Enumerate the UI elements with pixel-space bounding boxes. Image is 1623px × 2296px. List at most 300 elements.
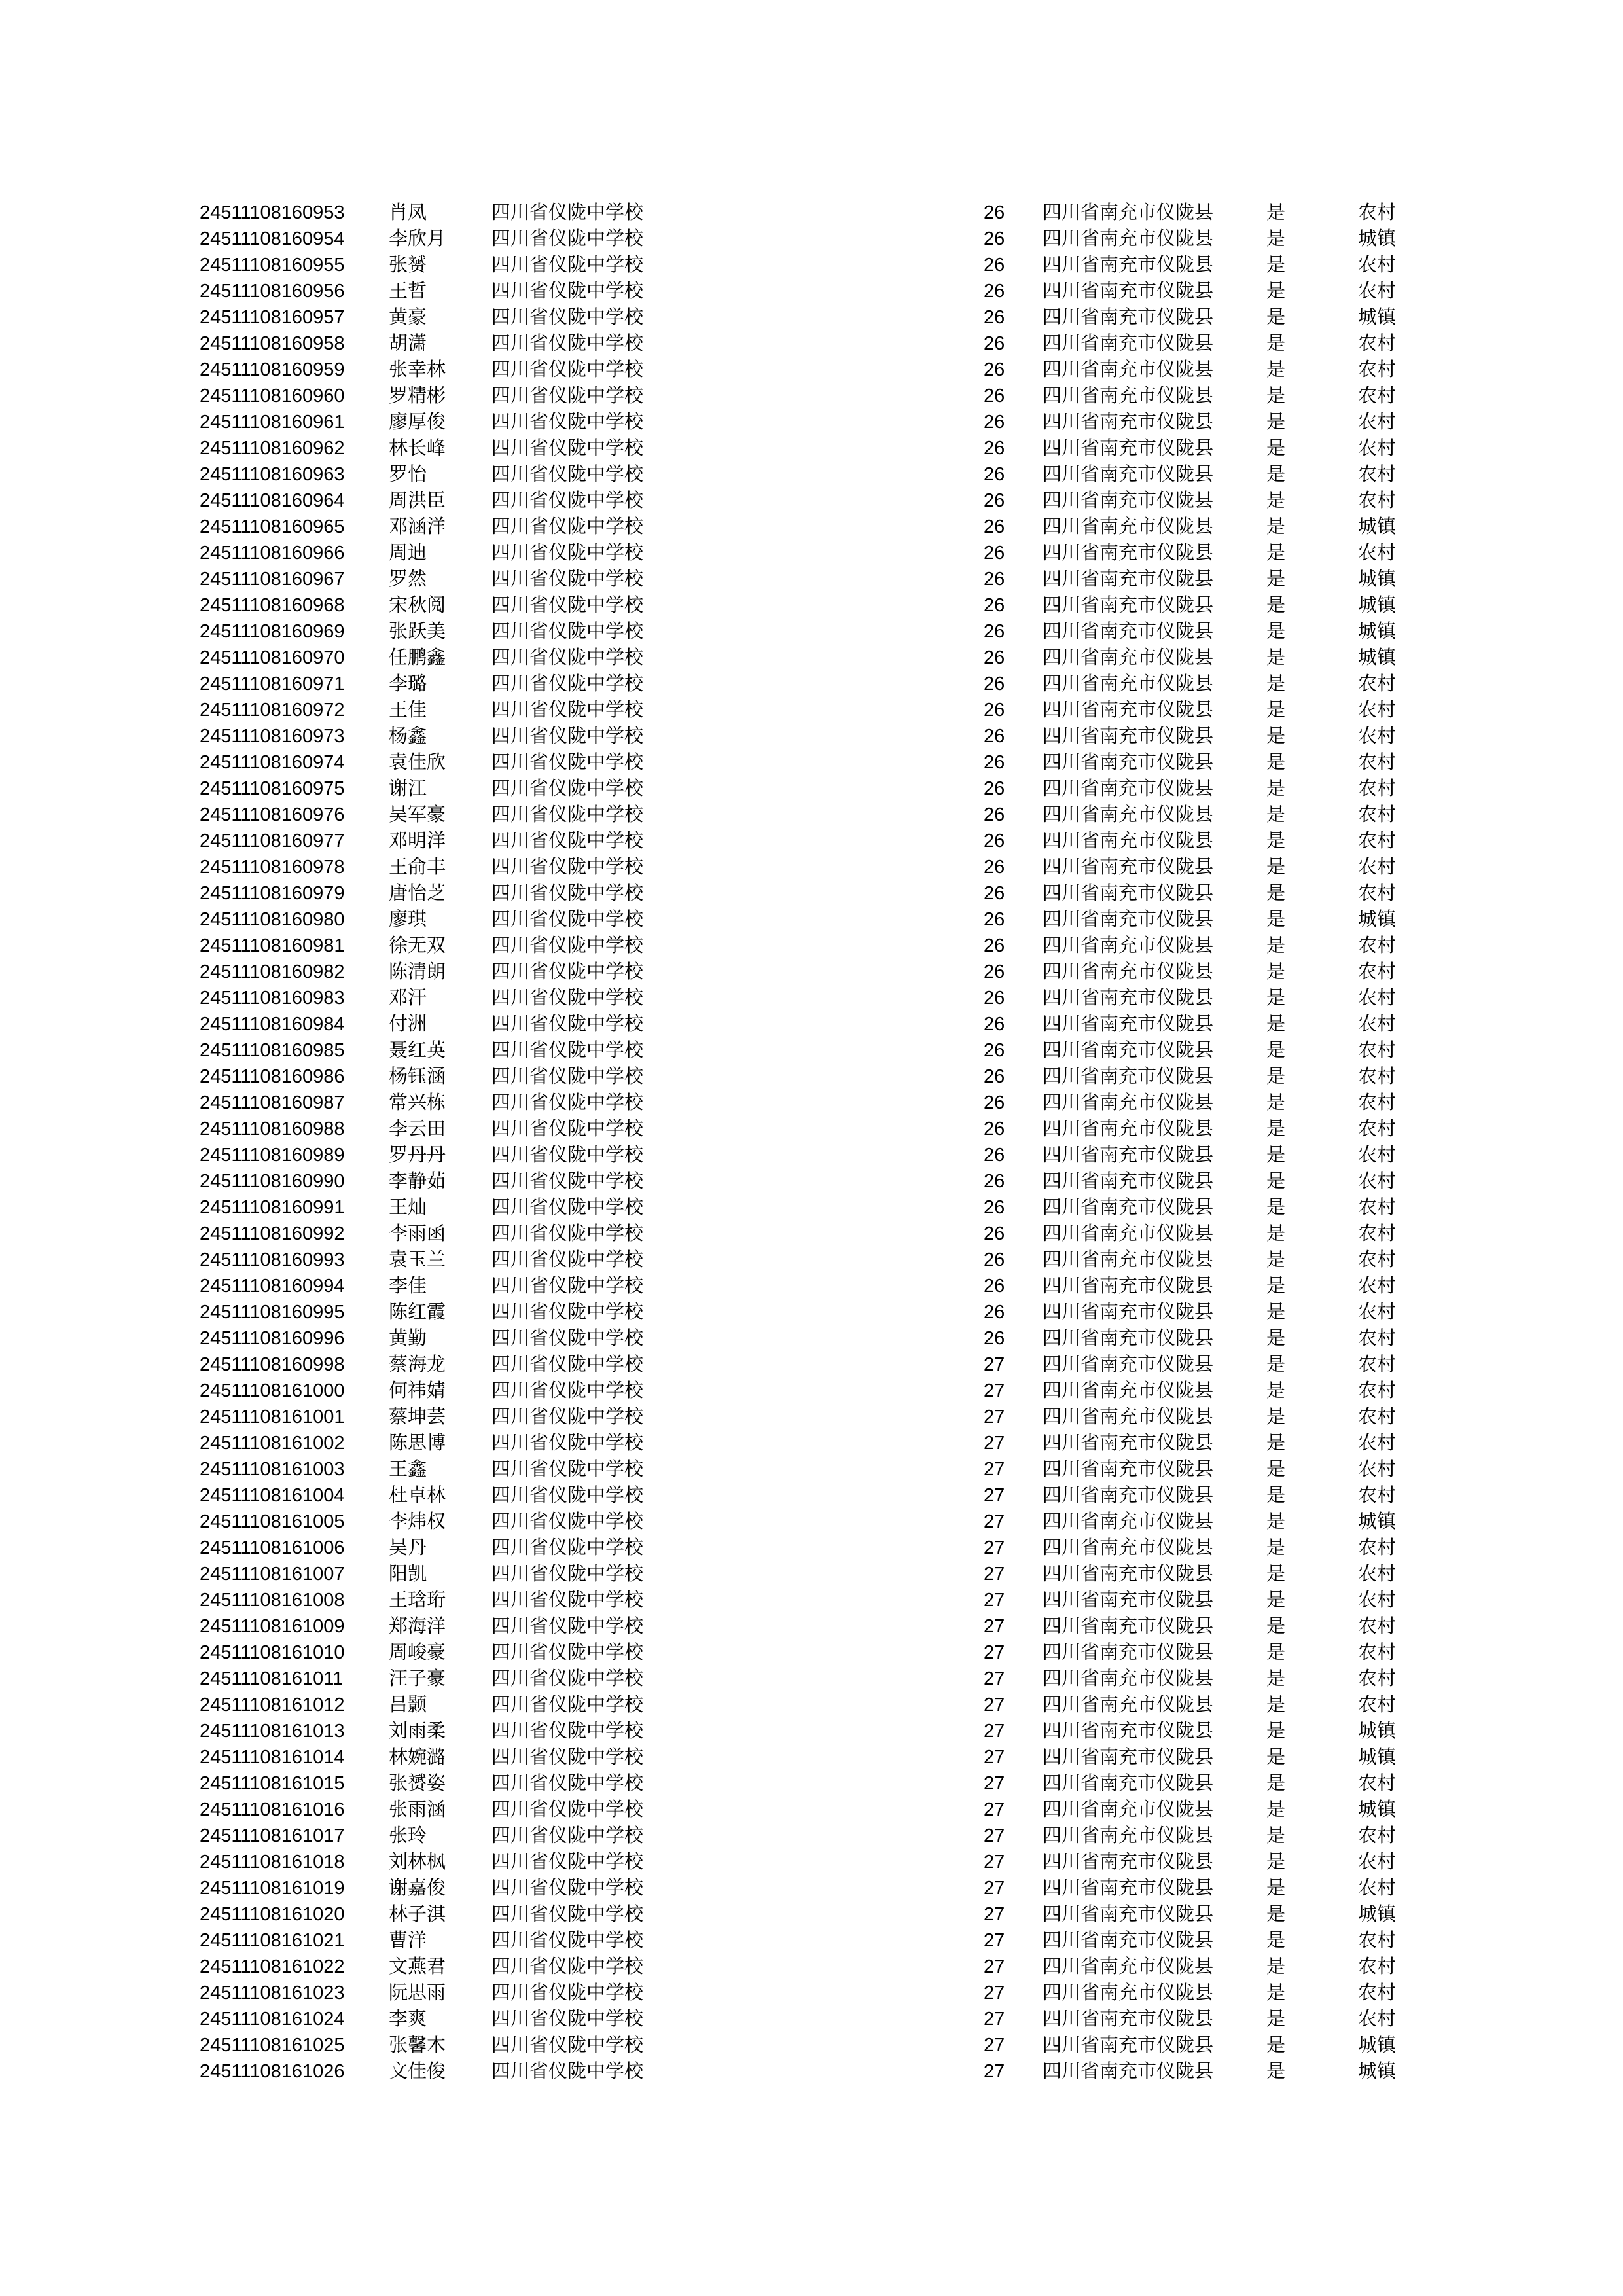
residence-type: 农村 [1358,778,1397,799]
residence-type: 城镇 [1358,1511,1397,1532]
group-number: 26 [984,1171,1005,1192]
group-number: 26 [984,255,1005,276]
student-id: 24511108161013 [200,1721,345,1742]
school-name: 四川省仪陇中学校 [491,2035,644,2056]
region: 四川省南充市仪陇县 [1043,621,1214,642]
region: 四川省南充市仪陇县 [1043,883,1214,904]
student-name: 陈思博 [389,1433,446,1454]
student-id: 24511108161019 [200,1878,345,1899]
group-number: 26 [984,831,1005,852]
student-id: 24511108160978 [200,857,345,878]
residence-type: 城镇 [1358,621,1397,642]
residence-type: 农村 [1358,1197,1397,1218]
eligibility-flag: 是 [1266,569,1286,590]
student-id: 24511108161006 [200,1537,345,1558]
student-id: 24511108161001 [200,1407,345,1427]
school-name: 四川省仪陇中学校 [491,857,644,878]
table-row [0,1770,1623,1797]
student-id: 24511108160972 [200,700,345,721]
table-row [0,2032,1623,2058]
group-number: 26 [984,726,1005,747]
school-name: 四川省仪陇中学校 [491,1485,644,1506]
student-name: 张幸林 [389,359,446,380]
residence-type: 农村 [1358,1956,1397,1977]
eligibility-flag: 是 [1266,883,1286,904]
residence-type: 农村 [1358,883,1397,904]
school-name: 四川省仪陇中学校 [491,1197,644,1218]
eligibility-flag: 是 [1266,1616,1286,1637]
group-number: 26 [984,857,1005,878]
eligibility-flag: 是 [1266,438,1286,459]
group-number: 27 [984,1825,1005,1846]
group-number: 26 [984,1249,1005,1270]
table-row [0,1142,1623,1168]
student-name: 周峻豪 [389,1642,446,1663]
student-name: 李欣月 [389,228,446,249]
school-name: 四川省仪陇中学校 [491,700,644,721]
region: 四川省南充市仪陇县 [1043,386,1214,406]
region: 四川省南充市仪陇县 [1043,516,1214,537]
residence-type: 农村 [1358,700,1397,721]
group-number: 27 [984,2009,1005,2030]
residence-type: 农村 [1358,1825,1397,1846]
region: 四川省南充市仪陇县 [1043,1119,1214,1139]
school-name: 四川省仪陇中学校 [491,333,644,354]
region: 四川省南充市仪陇县 [1043,804,1214,825]
school-name: 四川省仪陇中学校 [491,673,644,694]
residence-type: 城镇 [1358,595,1397,616]
school-name: 四川省仪陇中学校 [491,281,644,302]
school-name: 四川省仪陇中学校 [491,1930,644,1951]
group-number: 27 [984,1433,1005,1454]
school-name: 四川省仪陇中学校 [491,935,644,956]
region: 四川省南充市仪陇县 [1043,1354,1214,1375]
eligibility-flag: 是 [1266,1852,1286,1873]
student-id: 24511108160990 [200,1171,345,1192]
residence-type: 农村 [1358,1642,1397,1663]
student-name: 谢嘉俊 [389,1878,446,1899]
eligibility-flag: 是 [1266,281,1286,302]
residence-type: 农村 [1358,1590,1397,1611]
student-id: 24511108160964 [200,490,345,511]
school-name: 四川省仪陇中学校 [491,1773,644,1794]
student-name: 汪子豪 [389,1668,446,1689]
region: 四川省南充市仪陇县 [1043,1197,1214,1218]
school-name: 四川省仪陇中学校 [491,1721,644,1742]
group-number: 26 [984,935,1005,956]
eligibility-flag: 是 [1266,1040,1286,1061]
eligibility-flag: 是 [1266,752,1286,773]
student-id: 24511108160995 [200,1302,345,1323]
region: 四川省南充市仪陇县 [1043,1825,1214,1846]
residence-type: 农村 [1358,1223,1397,1244]
student-id: 24511108160967 [200,569,345,590]
eligibility-flag: 是 [1266,909,1286,930]
student-id: 24511108161025 [200,2035,345,2056]
table-row [0,461,1623,488]
region: 四川省南充市仪陇县 [1043,1145,1214,1166]
eligibility-flag: 是 [1266,359,1286,380]
student-name: 李爽 [389,2009,427,2030]
eligibility-flag: 是 [1266,1223,1286,1244]
student-id: 24511108160975 [200,778,345,799]
eligibility-flag: 是 [1266,543,1286,564]
table-row [0,2058,1623,2085]
student-id: 24511108160965 [200,516,345,537]
table-row [0,1561,1623,1587]
table-row [0,697,1623,723]
group-number: 26 [984,1066,1005,1087]
group-number: 27 [984,1721,1005,1742]
group-number: 26 [984,1040,1005,1061]
residence-type: 农村 [1358,804,1397,825]
school-name: 四川省仪陇中学校 [491,543,644,564]
region: 四川省南充市仪陇县 [1043,1956,1214,1977]
eligibility-flag: 是 [1266,412,1286,433]
student-name: 袁玉兰 [389,1249,446,1270]
group-number: 27 [984,1590,1005,1611]
region: 四川省南充市仪陇县 [1043,202,1214,223]
eligibility-flag: 是 [1266,333,1286,354]
table-row [0,1325,1623,1352]
eligibility-flag: 是 [1266,1302,1286,1323]
residence-type: 农村 [1358,1380,1397,1401]
residence-type: 农村 [1358,1485,1397,1506]
table-row [0,933,1623,959]
eligibility-flag: 是 [1266,1433,1286,1454]
residence-type: 农村 [1358,543,1397,564]
group-number: 27 [984,1564,1005,1585]
table-row [0,1901,1623,1928]
table-row [0,1980,1623,2006]
student-id: 24511108161011 [200,1668,344,1689]
region: 四川省南充市仪陇县 [1043,1982,1214,2003]
residence-type: 城镇 [1358,909,1397,930]
eligibility-flag: 是 [1266,1014,1286,1035]
school-name: 四川省仪陇中学校 [491,516,644,537]
eligibility-flag: 是 [1266,1328,1286,1349]
eligibility-flag: 是 [1266,202,1286,223]
table-row [0,854,1623,880]
residence-type: 农村 [1358,1328,1397,1349]
residence-type: 农村 [1358,1537,1397,1558]
region: 四川省南充市仪陇县 [1043,1459,1214,1480]
region: 四川省南充市仪陇县 [1043,490,1214,511]
student-id: 24511108160976 [200,804,345,825]
student-name: 刘林枫 [389,1852,446,1873]
eligibility-flag: 是 [1266,1956,1286,1977]
student-id: 24511108160971 [200,673,345,694]
school-name: 四川省仪陇中学校 [491,1119,644,1139]
student-id: 24511108160986 [200,1066,345,1087]
group-number: 27 [984,1878,1005,1899]
region: 四川省南充市仪陇县 [1043,595,1214,616]
group-number: 27 [984,1982,1005,2003]
table-row [0,566,1623,592]
group-number: 26 [984,1328,1005,1349]
table-row [0,1875,1623,1901]
table-row [0,1613,1623,1640]
table-row [0,488,1623,514]
student-name: 谢江 [389,778,427,799]
residence-type: 城镇 [1358,569,1397,590]
eligibility-flag: 是 [1266,804,1286,825]
student-id: 24511108161014 [200,1747,345,1768]
table-row [0,1744,1623,1770]
student-id: 24511108160963 [200,464,345,485]
table-row [0,1797,1623,1823]
table-row [0,985,1623,1011]
school-name: 四川省仪陇中学校 [491,412,644,433]
group-number: 26 [984,700,1005,721]
table-row [0,1247,1623,1273]
eligibility-flag: 是 [1266,1564,1286,1585]
group-number: 27 [984,1799,1005,1820]
eligibility-flag: 是 [1266,1459,1286,1480]
group-number: 26 [984,988,1005,1009]
eligibility-flag: 是 [1266,1511,1286,1532]
region: 四川省南充市仪陇县 [1043,543,1214,564]
student-name: 王灿 [389,1197,427,1218]
residence-type: 农村 [1358,1302,1397,1323]
school-name: 四川省仪陇中学校 [491,1354,644,1375]
student-name: 李炜权 [389,1511,446,1532]
student-name: 吴军豪 [389,804,446,825]
table-row [0,1849,1623,1875]
table-row [0,278,1623,304]
student-name: 罗丹丹 [389,1145,446,1166]
student-name: 王哲 [389,281,427,302]
eligibility-flag: 是 [1266,1092,1286,1113]
student-id: 24511108161012 [200,1695,345,1715]
student-name: 袁佳欣 [389,752,446,773]
region: 四川省南充市仪陇县 [1043,1747,1214,1768]
region: 四川省南充市仪陇县 [1043,778,1214,799]
student-name: 阮思雨 [389,1982,446,2003]
school-name: 四川省仪陇中学校 [491,1433,644,1454]
table-row [0,828,1623,854]
table-row [0,383,1623,409]
student-id: 24511108161004 [200,1485,345,1506]
student-id: 24511108160998 [200,1354,345,1375]
residence-type: 农村 [1358,1092,1397,1113]
region: 四川省南充市仪陇县 [1043,857,1214,878]
region: 四川省南充市仪陇县 [1043,752,1214,773]
student-id: 24511108161007 [200,1564,345,1585]
eligibility-flag: 是 [1266,1982,1286,2003]
region: 四川省南充市仪陇县 [1043,1773,1214,1794]
school-name: 四川省仪陇中学校 [491,1695,644,1715]
eligibility-flag: 是 [1266,1380,1286,1401]
region: 四川省南充市仪陇县 [1043,647,1214,668]
residence-type: 农村 [1358,438,1397,459]
school-name: 四川省仪陇中学校 [491,490,644,511]
region: 四川省南充市仪陇县 [1043,1249,1214,1270]
student-name: 林婉潞 [389,1747,446,1768]
residence-type: 农村 [1358,1852,1397,1873]
student-name: 李雨函 [389,1223,446,1244]
student-name: 何祎婧 [389,1380,446,1401]
school-name: 四川省仪陇中学校 [491,1511,644,1532]
residence-type: 农村 [1358,1773,1397,1794]
student-name: 胡潇 [389,333,427,354]
table-row [0,2006,1623,2032]
residence-type: 农村 [1358,1066,1397,1087]
student-id: 24511108160954 [200,228,345,249]
group-number: 27 [984,2035,1005,2056]
school-name: 四川省仪陇中学校 [491,1040,644,1061]
group-number: 26 [984,1119,1005,1139]
eligibility-flag: 是 [1266,647,1286,668]
school-name: 四川省仪陇中学校 [491,255,644,276]
student-name: 邓明洋 [389,831,446,852]
region: 四川省南充市仪陇县 [1043,1852,1214,1873]
group-number: 27 [984,1380,1005,1401]
table-row [0,1954,1623,1980]
student-name: 张跃美 [389,621,446,642]
eligibility-flag: 是 [1266,2035,1286,2056]
student-id: 24511108161008 [200,1590,345,1611]
student-id: 24511108161023 [200,1982,345,2003]
school-name: 四川省仪陇中学校 [491,1380,644,1401]
student-name: 王俞丰 [389,857,446,878]
eligibility-flag: 是 [1266,1145,1286,1166]
group-number: 26 [984,1223,1005,1244]
group-number: 27 [984,1537,1005,1558]
student-name: 张馨木 [389,2035,446,2056]
school-name: 四川省仪陇中学校 [491,1616,644,1637]
student-id: 24511108160969 [200,621,345,642]
eligibility-flag: 是 [1266,1354,1286,1375]
school-name: 四川省仪陇中学校 [491,1092,644,1113]
school-name: 四川省仪陇中学校 [491,569,644,590]
region: 四川省南充市仪陇县 [1043,1171,1214,1192]
group-number: 26 [984,647,1005,668]
student-name: 王佳 [389,700,427,721]
residence-type: 农村 [1358,1119,1397,1139]
group-number: 27 [984,1773,1005,1794]
student-name: 陈清朗 [389,961,446,982]
school-name: 四川省仪陇中学校 [491,1956,644,1977]
group-number: 27 [984,1956,1005,1977]
student-name: 蔡海龙 [389,1354,446,1375]
residence-type: 城镇 [1358,1747,1397,1768]
region: 四川省南充市仪陇县 [1043,1930,1214,1951]
table-row [0,619,1623,645]
school-name: 四川省仪陇中学校 [491,307,644,328]
region: 四川省南充市仪陇县 [1043,1066,1214,1087]
table-row [0,1535,1623,1561]
student-name: 廖琪 [389,909,427,930]
region: 四川省南充市仪陇县 [1043,1040,1214,1061]
school-name: 四川省仪陇中学校 [491,2061,644,2082]
eligibility-flag: 是 [1266,1825,1286,1846]
eligibility-flag: 是 [1266,621,1286,642]
region: 四川省南充市仪陇县 [1043,1537,1214,1558]
residence-type: 农村 [1358,1982,1397,2003]
student-name: 李璐 [389,673,427,694]
region: 四川省南充市仪陇县 [1043,228,1214,249]
table-row [0,1718,1623,1744]
school-name: 四川省仪陇中学校 [491,831,644,852]
student-name: 陈红霞 [389,1302,446,1323]
student-id: 24511108160960 [200,386,345,406]
residence-type: 农村 [1358,386,1397,406]
eligibility-flag: 是 [1266,255,1286,276]
school-name: 四川省仪陇中学校 [491,1066,644,1087]
group-number: 26 [984,281,1005,302]
student-id: 24511108161005 [200,1511,345,1532]
student-name: 唐怡芝 [389,883,446,904]
table-row [0,802,1623,828]
region: 四川省南充市仪陇县 [1043,1485,1214,1506]
group-number: 26 [984,438,1005,459]
school-name: 四川省仪陇中学校 [491,1904,644,1925]
group-number: 27 [984,1511,1005,1532]
school-name: 四川省仪陇中学校 [491,752,644,773]
student-id: 24511108160994 [200,1276,345,1297]
student-name: 任鹏鑫 [389,647,446,668]
student-name: 吴丹 [389,1537,427,1558]
region: 四川省南充市仪陇县 [1043,988,1214,1009]
student-id: 24511108161003 [200,1459,345,1480]
eligibility-flag: 是 [1266,1721,1286,1742]
table-row [0,1509,1623,1535]
region: 四川省南充市仪陇县 [1043,1433,1214,1454]
student-name: 林长峰 [389,438,446,459]
residence-type: 农村 [1358,359,1397,380]
student-name: 王琀珩 [389,1590,446,1611]
eligibility-flag: 是 [1266,831,1286,852]
eligibility-flag: 是 [1266,1695,1286,1715]
table-row [0,1482,1623,1509]
eligibility-flag: 是 [1266,673,1286,694]
eligibility-flag: 是 [1266,726,1286,747]
residence-type: 城镇 [1358,516,1397,537]
school-name: 四川省仪陇中学校 [491,359,644,380]
table-row [0,409,1623,435]
school-name: 四川省仪陇中学校 [491,1276,644,1297]
group-number: 26 [984,516,1005,537]
group-number: 26 [984,778,1005,799]
table-row [0,1221,1623,1247]
residence-type: 农村 [1358,961,1397,982]
table-row [0,671,1623,697]
region: 四川省南充市仪陇县 [1043,1511,1214,1532]
student-id: 24511108160981 [200,935,345,956]
school-name: 四川省仪陇中学校 [491,386,644,406]
student-id: 24511108160973 [200,726,345,747]
residence-type: 农村 [1358,1014,1397,1035]
student-name: 常兴栋 [389,1092,446,1113]
eligibility-flag: 是 [1266,2009,1286,2030]
student-name: 林子淇 [389,1904,446,1925]
student-id: 24511108160959 [200,359,345,380]
student-id: 24511108160956 [200,281,345,302]
eligibility-flag: 是 [1266,228,1286,249]
group-number: 27 [984,1852,1005,1873]
residence-type: 农村 [1358,1878,1397,1899]
student-name: 李佳 [389,1276,427,1297]
school-name: 四川省仪陇中学校 [491,1328,644,1349]
residence-type: 农村 [1358,752,1397,773]
group-number: 27 [984,1695,1005,1715]
student-name: 郑海洋 [389,1616,446,1637]
school-name: 四川省仪陇中学校 [491,804,644,825]
eligibility-flag: 是 [1266,1485,1286,1506]
student-id: 24511108161018 [200,1852,345,1873]
eligibility-flag: 是 [1266,1799,1286,1820]
